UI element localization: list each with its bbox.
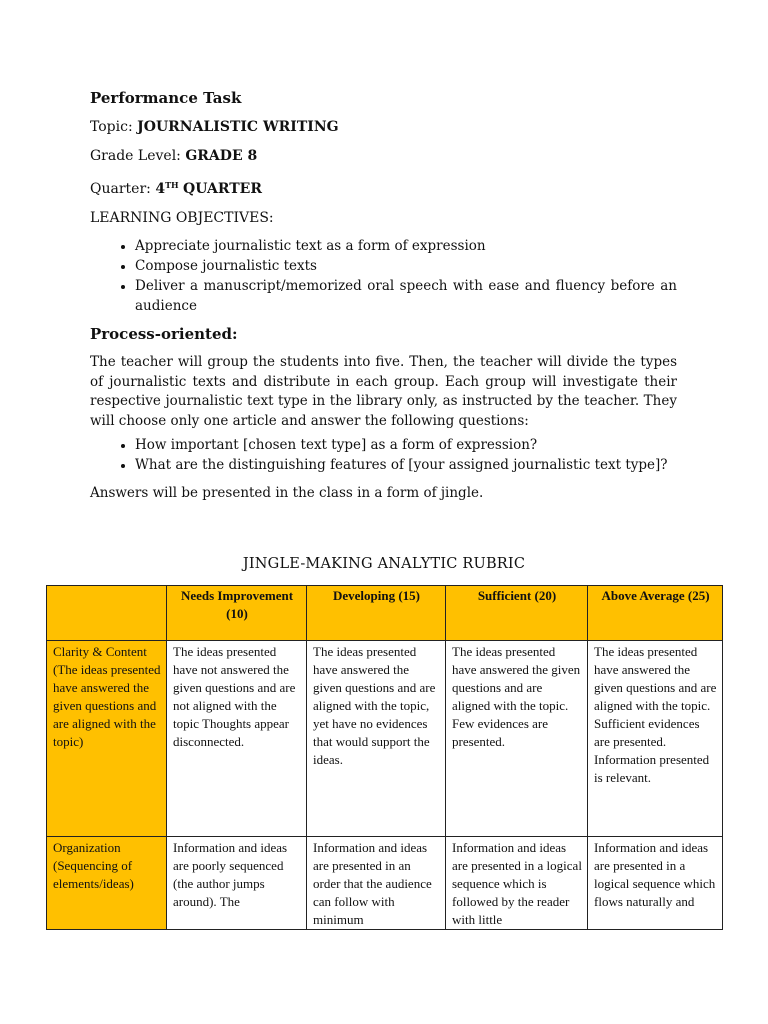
table-row (47, 837, 723, 930)
page-title: Performance Task (90, 89, 242, 107)
topic-label: Topic: (90, 119, 133, 135)
process-heading: Process-oriented: (90, 325, 238, 343)
rubric-title: JINGLE-MAKING ANALYTIC RUBRIC (242, 556, 526, 572)
topic-line (90, 117, 677, 137)
criterion-cell: Organization (Sequencing of elements/ideas) (47, 837, 167, 930)
grade-value: GRADE 8 (185, 148, 258, 164)
rubric-header-cell: Needs Improvement (10) (167, 586, 307, 641)
questions-list (90, 435, 677, 475)
grade-line (90, 146, 677, 166)
rubric-table (46, 585, 723, 930)
list-item: • Compose journalistic texts (135, 256, 677, 276)
rubric-header-cell (47, 586, 167, 641)
rubric-header-cell: Developing (15) (307, 586, 446, 641)
quarter-line (90, 175, 677, 199)
list-item: • Appreciate journalistic text as a form of expression (135, 236, 677, 256)
objectives-list (90, 236, 677, 316)
rubric-cell: The ideas presented have answered the given questions and are aligned with the topic, yet have no evidences that would support the ideas. (307, 641, 446, 837)
document-body (90, 88, 677, 503)
rubric-cell: Information and ideas are presented in a logical sequence which flows naturally and (588, 837, 723, 930)
rubric-cell: The ideas presented have answered the given questions and are aligned with the topic. Few evidences are presented. (446, 641, 588, 837)
rubric-cell: The ideas presented have answered the given questions and are aligned with the topic. Sufficient evidences are presented. Information presented is relevant. (588, 641, 723, 837)
rubric-header-cell: Above Average (25) (588, 586, 723, 641)
rubric-cell: Information and ideas are presented in an order that the audience can follow with minimum (307, 837, 446, 930)
rubric-cell: Information and ideas are presented in a logical sequence which is followed by the reader with little (446, 837, 588, 930)
criterion-cell: Clarity & Content (The ideas presented have answered the given questions and are aligned with the topic) (47, 641, 167, 837)
quarter-number: 4 (155, 181, 166, 197)
answers-note: Answers will be presented in the class in a form of jingle. (90, 485, 484, 501)
quarter-label: Quarter: (90, 181, 151, 197)
table-row (47, 641, 723, 837)
process-paragraph: The teacher will group the students into five. Then, the teacher will divide the types of journalistic texts and distribute in each group. Each group will investigate their respective journalistic text type in the library only, as instructed by the teacher. They will choose only one article and answer the following questions: (90, 354, 677, 429)
quarter-superscript: TH (165, 180, 179, 190)
list-item: • Deliver a manuscript/memorized oral speech with ease and fluency before an audience (135, 276, 677, 316)
quarter-word: QUARTER (183, 181, 262, 197)
list-item: • How important [chosen text type] as a form of expression? (135, 435, 677, 455)
grade-label: Grade Level: (90, 148, 181, 164)
list-item: • What are the distinguishing features of [your assigned journalistic text type]? (135, 455, 677, 475)
rubric-header-row (47, 586, 723, 641)
objectives-label: LEARNING OBJECTIVES: (90, 210, 274, 226)
rubric-cell: The ideas presented have not answered the given questions and are not aligned with the topic Thoughts appear disconnected. (167, 641, 307, 837)
topic-value: JOURNALISTIC WRITING (137, 119, 339, 135)
rubric-header-cell: Sufficient (20) (446, 586, 588, 641)
rubric-cell: Information and ideas are poorly sequenced (the author jumps around). The (167, 837, 307, 930)
